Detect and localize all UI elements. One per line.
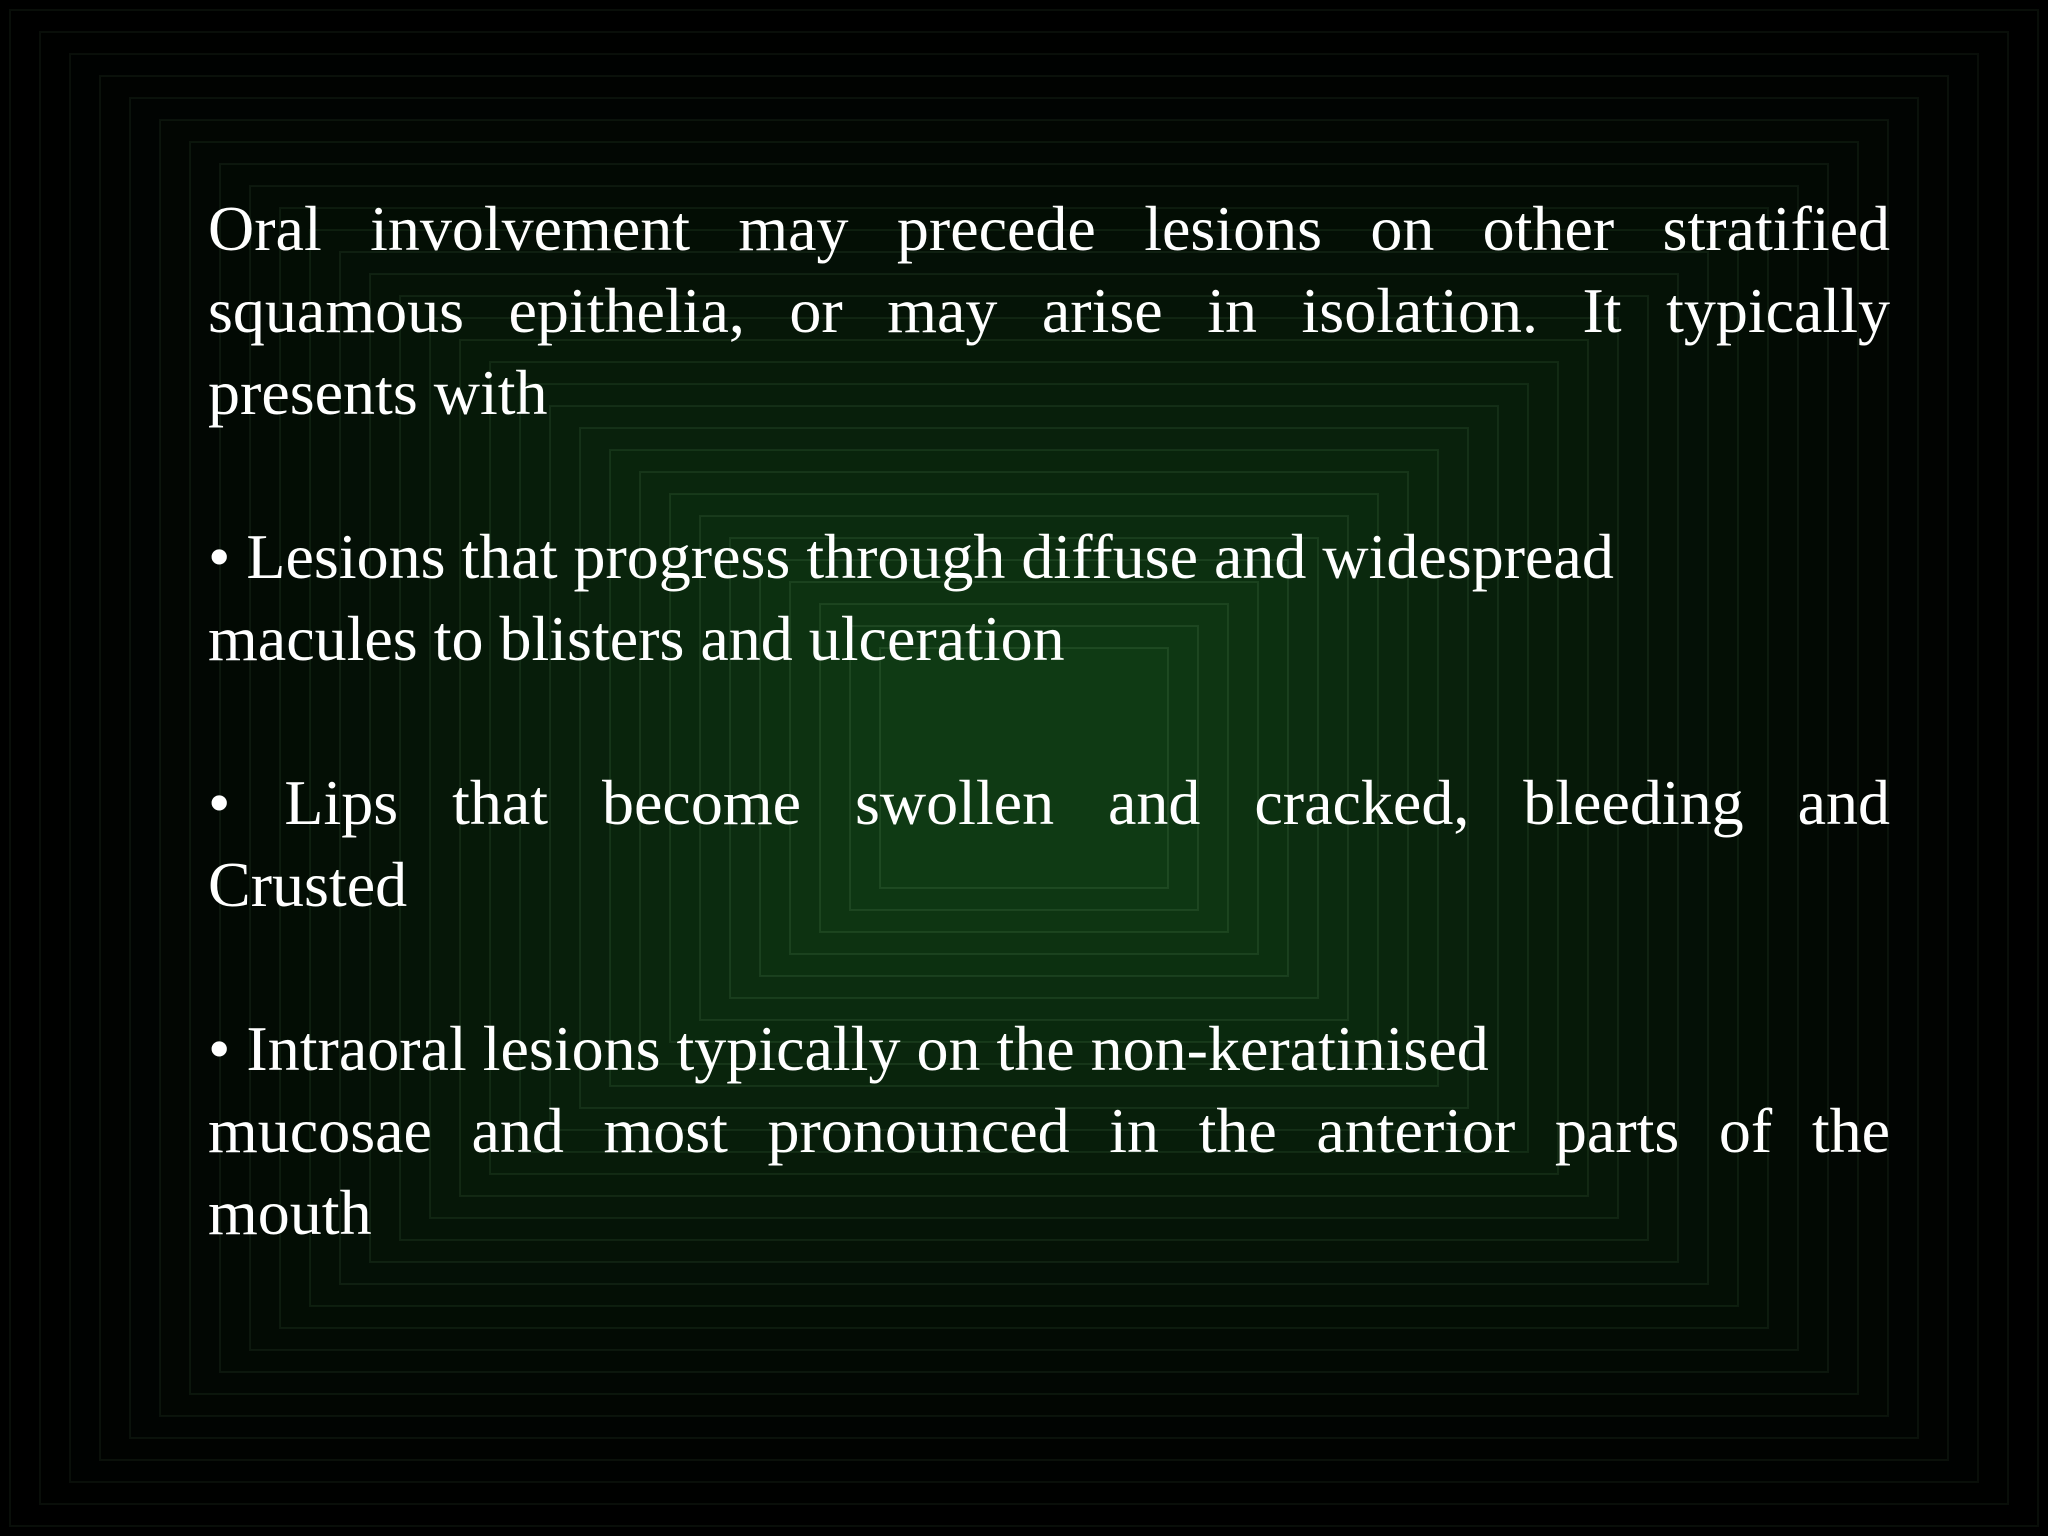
bullet-intraoral-line-3: mouth	[208, 1177, 372, 1248]
bullet-lips-line-1: • Lips that become swollen and cracked, bleeding and	[208, 767, 1890, 838]
bullet-lips-line-2: Crusted	[208, 849, 408, 920]
bullet-lesions	[208, 516, 1890, 680]
bullet-lesions-line-1: • Lesions that progress through diffuse and widespread	[208, 521, 1614, 592]
intro-paragraph	[208, 188, 1890, 434]
intro-line-2: squamous epithelia, or may arise in isolation. It typically	[208, 275, 1890, 346]
intro-line-3: presents with	[208, 357, 548, 428]
slide-body	[208, 188, 1890, 1254]
bullet-lesions-line-2: macules to blisters and ulceration	[208, 603, 1065, 674]
bullet-lips	[208, 762, 1890, 926]
bullet-intraoral-line-2: mucosae and most pronounced in the anterior parts of the	[208, 1095, 1890, 1166]
bullet-intraoral	[208, 1008, 1890, 1254]
intro-line-1: Oral involvement may precede lesions on other stratified	[208, 193, 1890, 264]
bullet-intraoral-line-1: • Intraoral lesions typically on the non-keratinised	[208, 1013, 1489, 1084]
